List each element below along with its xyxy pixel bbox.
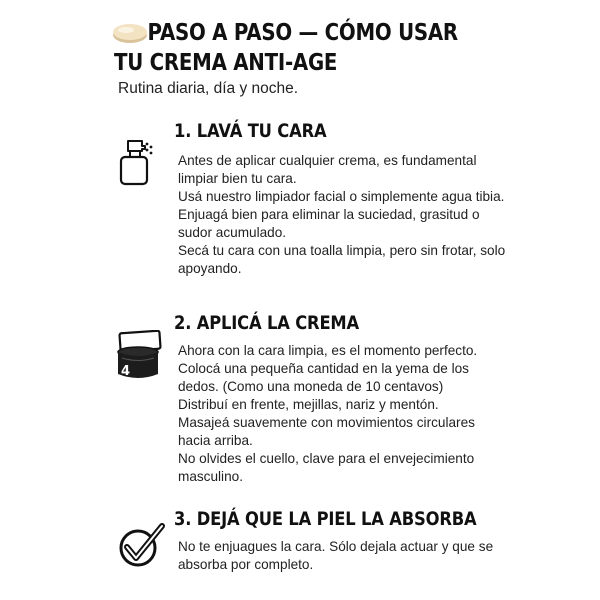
step-3-line: No te enjuagues la cara. Sólo dejala actuar y que se absorba por completo. (178, 539, 494, 572)
page-title-line-1: PASO A PASO — CÓMO USAR (147, 20, 458, 46)
spray-bottle-icon (116, 138, 156, 186)
step-3-body (178, 538, 508, 574)
cream-jar-label: 4 (121, 364, 131, 379)
step-2-line: No olvides el cuello, clave para el envejecimiento masculino. (178, 451, 475, 484)
step-2-title: 2. APLICÁ LA CREMA (174, 312, 360, 334)
step-2-line: Colocá una pequeña cantidad en la yema de los dedos. (Como una moneda de 10 centavos) (178, 361, 469, 394)
page-subtitle: Rutina diaria, día y noche. (118, 80, 299, 97)
step-1-line: Usá nuestro limpiador facial o simplemente agua tibia. (178, 189, 505, 204)
step-1-line: Enjuagá bien para eliminar la suciedad, grasitud o sudor acumulado. (178, 207, 480, 240)
step-3-title: 3. DEJÁ QUE LA PIEL LA ABSORBA (174, 508, 477, 530)
checkmark-circle-icon (116, 520, 168, 572)
step-2-line: Distribuí en frente, mejillas, nariz y mentón. (178, 397, 439, 412)
step-1-title: 1. LAVÁ TU CARA (174, 120, 327, 142)
step-1-body (178, 152, 508, 278)
step-1-line: Secá tu cara con una toalla limpia, pero sin frotar, solo apoyando. (178, 243, 506, 276)
step-1-line: Antes de aplicar cualquier crema, es fundamental limpiar bien tu cara. (178, 153, 477, 186)
step-2-line: Ahora con la cara limpia, es el momento perfecto. (178, 343, 478, 358)
cream-jar-icon (112, 330, 164, 382)
step-2-body (178, 342, 508, 486)
page-title-line-2: TU CREMA ANTI-AGE (114, 50, 338, 76)
header (114, 18, 584, 78)
step-2-line: Masajeá suavemente con movimientos circulares hacia arriba. (178, 415, 475, 448)
